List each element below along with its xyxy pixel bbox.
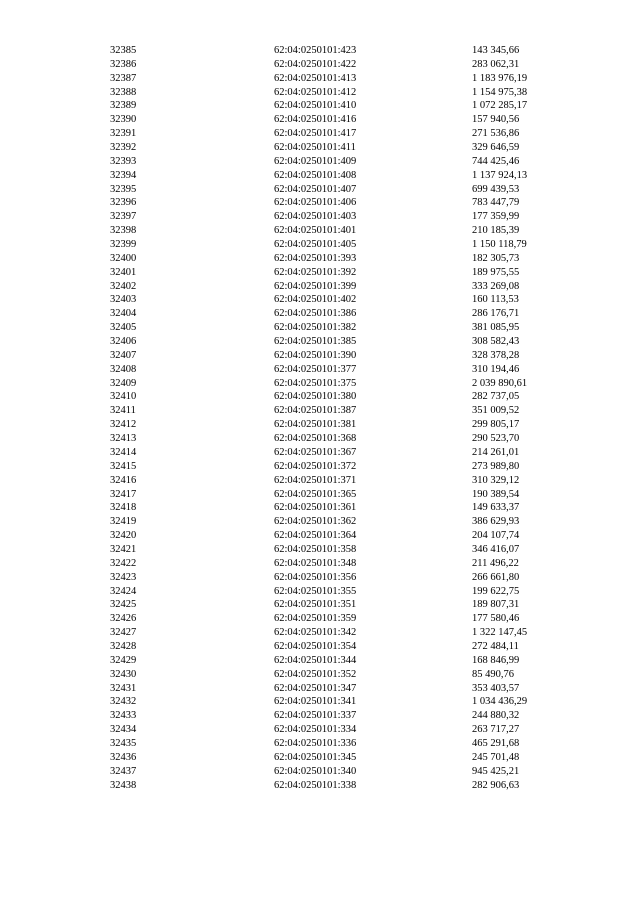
cadastral-value-table — [0, 44, 640, 792]
cadastral-number-cell: 62:04:0250101:368 — [274, 433, 357, 445]
table-row — [0, 640, 640, 654]
record-number-cell: 32434 — [110, 724, 137, 736]
table-row — [0, 612, 640, 626]
cadastral-number-cell: 62:04:0250101:423 — [274, 45, 357, 56]
table-row — [0, 183, 640, 197]
record-number-cell: 32436 — [110, 751, 137, 763]
record-number-cell: 32406 — [110, 336, 137, 348]
cadastral-value-cell: 143 345,66 — [472, 45, 520, 56]
cadastral-value-cell: 1 072 285,17 — [472, 100, 528, 112]
cadastral-value-cell: 266 661,80 — [472, 571, 520, 583]
record-number-cell: 32437 — [110, 765, 137, 777]
cadastral-value-cell: 333 269,08 — [472, 280, 520, 292]
cadastral-value-cell: 160 113,53 — [472, 294, 519, 306]
cadastral-value-cell: 386 629,93 — [472, 516, 520, 528]
record-number-cell: 32430 — [110, 668, 137, 680]
cadastral-number-cell: 62:04:0250101:365 — [274, 488, 357, 500]
cadastral-number-cell: 62:04:0250101:352 — [274, 668, 357, 680]
table-row — [0, 695, 640, 709]
cadastral-number-cell: 62:04:0250101:416 — [274, 114, 357, 126]
cadastral-number-cell: 62:04:0250101:406 — [274, 197, 357, 209]
cadastral-number-cell: 62:04:0250101:403 — [274, 211, 357, 223]
table-row — [0, 210, 640, 224]
table-row — [0, 58, 640, 72]
record-number-cell: 32412 — [110, 419, 137, 431]
record-number-cell: 32422 — [110, 557, 137, 569]
cadastral-number-cell: 62:04:0250101:385 — [274, 336, 357, 348]
record-number-cell: 32402 — [110, 280, 137, 292]
record-number-cell: 32438 — [110, 779, 137, 791]
cadastral-value-cell: 272 484,11 — [472, 640, 519, 652]
table-row — [0, 72, 640, 86]
cadastral-number-cell: 62:04:0250101:417 — [274, 128, 357, 140]
cadastral-number-cell: 62:04:0250101:364 — [274, 530, 357, 542]
record-number-cell: 32389 — [110, 100, 137, 112]
table-row — [0, 363, 640, 377]
table-row — [0, 404, 640, 418]
table-row — [0, 488, 640, 502]
record-number-cell: 32415 — [110, 460, 137, 472]
record-number-cell: 32393 — [110, 155, 137, 167]
record-number-cell: 32394 — [110, 169, 137, 181]
cadastral-number-cell: 62:04:0250101:387 — [274, 405, 357, 417]
record-number-cell: 32387 — [110, 72, 137, 84]
table-row — [0, 529, 640, 543]
record-number-cell: 32411 — [110, 405, 136, 417]
cadastral-number-cell: 62:04:0250101:412 — [274, 86, 357, 98]
table-row — [0, 390, 640, 404]
table-row — [0, 585, 640, 599]
table-row — [0, 668, 640, 682]
cadastral-number-cell: 62:04:0250101:351 — [274, 599, 357, 611]
table-row — [0, 432, 640, 446]
cadastral-value-cell: 245 701,48 — [472, 751, 520, 763]
cadastral-number-cell: 62:04:0250101:402 — [274, 294, 357, 306]
cadastral-value-cell: 190 389,54 — [472, 488, 520, 500]
cadastral-number-cell: 62:04:0250101:334 — [274, 724, 357, 736]
cadastral-value-cell: 2 039 890,61 — [472, 377, 528, 389]
record-number-cell: 32435 — [110, 737, 137, 749]
cadastral-value-cell: 329 646,59 — [472, 142, 520, 154]
cadastral-value-cell: 346 416,07 — [472, 543, 520, 555]
record-number-cell: 32386 — [110, 58, 137, 70]
cadastral-number-cell: 62:04:0250101:337 — [274, 710, 357, 722]
record-number-cell: 32417 — [110, 488, 137, 500]
cadastral-value-cell: 328 378,28 — [472, 349, 520, 361]
cadastral-number-cell: 62:04:0250101:401 — [274, 225, 357, 237]
table-row — [0, 543, 640, 557]
table-row — [0, 682, 640, 696]
record-number-cell: 32397 — [110, 211, 137, 223]
cadastral-value-cell: 177 580,46 — [472, 613, 520, 625]
table-row — [0, 765, 640, 779]
table-row — [0, 280, 640, 294]
cadastral-value-cell: 351 009,52 — [472, 405, 520, 417]
record-number-cell: 32428 — [110, 640, 137, 652]
cadastral-number-cell: 62:04:0250101:345 — [274, 751, 357, 763]
cadastral-number-cell: 62:04:0250101:348 — [274, 557, 357, 569]
cadastral-number-cell: 62:04:0250101:409 — [274, 155, 357, 167]
record-number-cell: 32407 — [110, 349, 137, 361]
table-row — [0, 196, 640, 210]
cadastral-number-cell: 62:04:0250101:341 — [274, 696, 357, 708]
table-row — [0, 44, 640, 58]
cadastral-value-cell: 211 496,22 — [472, 557, 519, 569]
cadastral-value-cell: 353 403,57 — [472, 682, 520, 694]
table-row — [0, 238, 640, 252]
cadastral-value-cell: 381 085,95 — [472, 322, 520, 334]
cadastral-number-cell: 62:04:0250101:413 — [274, 72, 357, 84]
table-row — [0, 418, 640, 432]
cadastral-number-cell: 62:04:0250101:356 — [274, 571, 357, 583]
table-row — [0, 266, 640, 280]
record-number-cell: 32390 — [110, 114, 137, 126]
record-number-cell: 32416 — [110, 474, 137, 486]
record-number-cell: 32421 — [110, 543, 137, 555]
record-number-cell: 32399 — [110, 239, 137, 251]
record-number-cell: 32418 — [110, 502, 137, 514]
table-row — [0, 335, 640, 349]
table-row — [0, 598, 640, 612]
record-number-cell: 32429 — [110, 654, 137, 666]
table-row — [0, 377, 640, 391]
record-number-cell: 32433 — [110, 710, 137, 722]
table-row — [0, 113, 640, 127]
cadastral-number-cell: 62:04:0250101:390 — [274, 349, 357, 361]
cadastral-value-cell: 699 439,53 — [472, 183, 520, 195]
record-number-cell: 32401 — [110, 266, 137, 278]
record-number-cell: 32391 — [110, 128, 137, 140]
cadastral-number-cell: 62:04:0250101:372 — [274, 460, 357, 472]
cadastral-value-cell: 157 940,56 — [472, 114, 520, 126]
record-number-cell: 32403 — [110, 294, 137, 306]
table-row — [0, 709, 640, 723]
table-row — [0, 723, 640, 737]
cadastral-value-cell: 465 291,68 — [472, 737, 520, 749]
cadastral-number-cell: 62:04:0250101:371 — [274, 474, 357, 486]
record-number-cell: 32432 — [110, 696, 137, 708]
table-row — [0, 321, 640, 335]
table-row — [0, 501, 640, 515]
cadastral-number-cell: 62:04:0250101:354 — [274, 640, 357, 652]
record-number-cell: 32419 — [110, 516, 137, 528]
record-number-cell: 32400 — [110, 252, 137, 264]
cadastral-number-cell: 62:04:0250101:344 — [274, 654, 357, 666]
cadastral-value-cell: 189 975,55 — [472, 266, 520, 278]
table-row — [0, 127, 640, 141]
cadastral-value-cell: 290 523,70 — [472, 433, 520, 445]
record-number-cell: 32404 — [110, 308, 137, 320]
record-number-cell: 32398 — [110, 225, 137, 237]
cadastral-value-cell: 244 880,32 — [472, 710, 520, 722]
record-number-cell: 32396 — [110, 197, 137, 209]
cadastral-value-cell: 182 305,73 — [472, 252, 520, 264]
cadastral-value-cell: 299 805,17 — [472, 419, 520, 431]
table-row — [0, 737, 640, 751]
cadastral-number-cell: 62:04:0250101:340 — [274, 765, 357, 777]
cadastral-number-cell: 62:04:0250101:382 — [274, 322, 357, 334]
cadastral-number-cell: 62:04:0250101:399 — [274, 280, 357, 292]
cadastral-number-cell: 62:04:0250101:393 — [274, 252, 357, 264]
cadastral-number-cell: 62:04:0250101:380 — [274, 391, 357, 403]
record-number-cell: 32385 — [110, 45, 137, 56]
cadastral-number-cell: 62:04:0250101:342 — [274, 627, 357, 639]
cadastral-value-cell: 273 989,80 — [472, 460, 520, 472]
cadastral-value-cell: 783 447,79 — [472, 197, 520, 209]
table-row — [0, 474, 640, 488]
cadastral-number-cell: 62:04:0250101:377 — [274, 363, 357, 375]
cadastral-number-cell: 62:04:0250101:358 — [274, 543, 357, 555]
cadastral-number-cell: 62:04:0250101:355 — [274, 585, 357, 597]
table-row — [0, 169, 640, 183]
table-row — [0, 349, 640, 363]
cadastral-number-cell: 62:04:0250101:405 — [274, 239, 357, 251]
cadastral-number-cell: 62:04:0250101:367 — [274, 446, 357, 458]
cadastral-value-cell: 282 737,05 — [472, 391, 520, 403]
cadastral-value-cell: 199 622,75 — [472, 585, 520, 597]
record-number-cell: 32388 — [110, 86, 137, 98]
table-row — [0, 307, 640, 321]
cadastral-value-cell: 286 176,71 — [472, 308, 520, 320]
cadastral-value-cell: 85 490,76 — [472, 668, 514, 680]
cadastral-number-cell: 62:04:0250101:347 — [274, 682, 357, 694]
cadastral-number-cell: 62:04:0250101:408 — [274, 169, 357, 181]
cadastral-number-cell: 62:04:0250101:386 — [274, 308, 357, 320]
table-row — [0, 99, 640, 113]
cadastral-value-cell: 1 137 924,13 — [472, 169, 528, 181]
table-row — [0, 779, 640, 793]
cadastral-number-cell: 62:04:0250101:338 — [274, 779, 357, 791]
cadastral-number-cell: 62:04:0250101:422 — [274, 58, 357, 70]
cadastral-value-cell: 1 183 976,19 — [472, 72, 528, 84]
table-row — [0, 293, 640, 307]
record-number-cell: 32431 — [110, 682, 137, 694]
cadastral-value-cell: 1 150 118,79 — [472, 239, 527, 251]
cadastral-value-cell: 210 185,39 — [472, 225, 520, 237]
cadastral-value-cell: 308 582,43 — [472, 336, 520, 348]
table-row — [0, 571, 640, 585]
record-number-cell: 32425 — [110, 599, 137, 611]
cadastral-value-cell: 1 034 436,29 — [472, 696, 528, 708]
record-number-cell: 32395 — [110, 183, 137, 195]
cadastral-value-cell: 1 154 975,38 — [472, 86, 528, 98]
record-number-cell: 32392 — [110, 142, 137, 154]
cadastral-value-cell: 168 846,99 — [472, 654, 520, 666]
table-row — [0, 141, 640, 155]
cadastral-number-cell: 62:04:0250101:410 — [274, 100, 357, 112]
cadastral-value-cell: 283 062,31 — [472, 58, 520, 70]
record-number-cell: 32423 — [110, 571, 137, 583]
record-number-cell: 32420 — [110, 530, 137, 542]
cadastral-value-cell: 189 807,31 — [472, 599, 520, 611]
cadastral-value-cell: 282 906,63 — [472, 779, 520, 791]
record-number-cell: 32408 — [110, 363, 137, 375]
cadastral-number-cell: 62:04:0250101:362 — [274, 516, 357, 528]
cadastral-value-cell: 214 261,01 — [472, 446, 520, 458]
cadastral-value-cell: 149 633,37 — [472, 502, 520, 514]
table-row — [0, 460, 640, 474]
table-row — [0, 515, 640, 529]
record-number-cell: 32414 — [110, 446, 137, 458]
table-row — [0, 224, 640, 238]
table-row — [0, 557, 640, 571]
table-row — [0, 252, 640, 266]
cadastral-number-cell: 62:04:0250101:381 — [274, 419, 357, 431]
record-number-cell: 32410 — [110, 391, 137, 403]
cadastral-number-cell: 62:04:0250101:411 — [274, 142, 356, 154]
record-number-cell: 32426 — [110, 613, 137, 625]
cadastral-value-cell: 177 359,99 — [472, 211, 520, 223]
cadastral-number-cell: 62:04:0250101:407 — [274, 183, 357, 195]
table-row — [0, 626, 640, 640]
cadastral-value-cell: 204 107,74 — [472, 530, 520, 542]
cadastral-number-cell: 62:04:0250101:359 — [274, 613, 357, 625]
cadastral-value-cell: 310 329,12 — [472, 474, 520, 486]
cadastral-value-cell: 263 717,27 — [472, 724, 520, 736]
record-number-cell: 32413 — [110, 433, 137, 445]
record-number-cell: 32409 — [110, 377, 137, 389]
table-row — [0, 751, 640, 765]
table-row — [0, 155, 640, 169]
cadastral-number-cell: 62:04:0250101:361 — [274, 502, 357, 514]
table-row — [0, 446, 640, 460]
cadastral-value-cell: 945 425,21 — [472, 765, 520, 777]
cadastral-number-cell: 62:04:0250101:392 — [274, 266, 357, 278]
record-number-cell: 32405 — [110, 322, 137, 334]
cadastral-value-cell: 744 425,46 — [472, 155, 520, 167]
cadastral-value-cell: 310 194,46 — [472, 363, 520, 375]
record-number-cell: 32427 — [110, 627, 137, 639]
cadastral-number-cell: 62:04:0250101:375 — [274, 377, 357, 389]
cadastral-number-cell: 62:04:0250101:336 — [274, 737, 357, 749]
record-number-cell: 32424 — [110, 585, 137, 597]
cadastral-value-cell: 271 536,86 — [472, 128, 520, 140]
table-row — [0, 86, 640, 100]
table-row — [0, 654, 640, 668]
cadastral-value-cell: 1 322 147,45 — [472, 627, 528, 639]
